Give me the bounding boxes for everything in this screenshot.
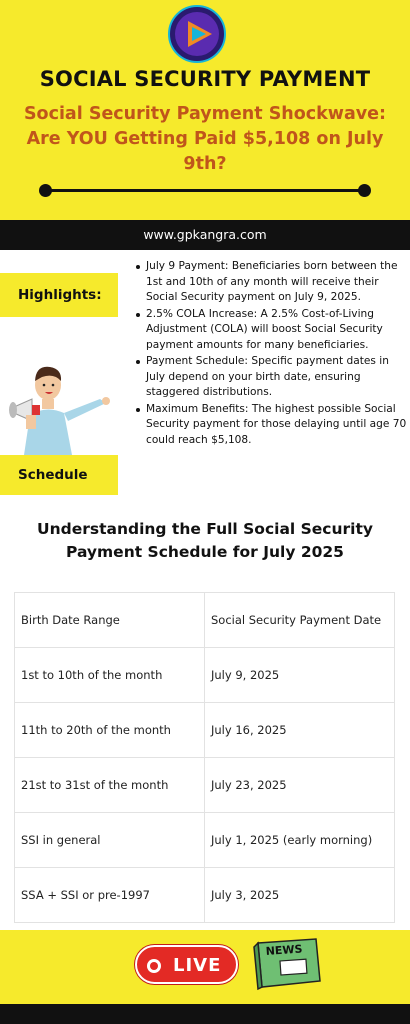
divider-dot-right xyxy=(358,184,371,197)
list-item: July 9 Payment: Beneficiaries born between the 1st and 10th of any month will receive their Social Security payment on July 9, 2025. xyxy=(136,259,408,306)
list-item: Maximum Benefits: The highest possible Social Security payment for those delaying until age 70 could reach $5,108. xyxy=(136,402,408,449)
table-header-cell: Social Security Payment Date xyxy=(205,593,395,648)
table-row xyxy=(15,758,395,813)
site-url[interactable]: www.gpkangra.com xyxy=(0,220,410,250)
table-cell: 21st to 31st of the month xyxy=(15,758,205,813)
highlights-list xyxy=(136,259,408,449)
payment-schedule-table xyxy=(14,592,395,923)
highlights-label: Highlights: xyxy=(0,273,118,317)
table-header-row xyxy=(15,593,395,648)
live-badge xyxy=(135,945,238,984)
table-row xyxy=(15,648,395,703)
table-row xyxy=(15,703,395,758)
megaphone-icon xyxy=(2,355,118,455)
list-item: Payment Schedule: Specific payment dates in July depend on your birth date, ensuring staggered distributions. xyxy=(136,354,408,401)
table-cell: July 9, 2025 xyxy=(205,648,395,703)
play-logo-icon xyxy=(168,5,226,63)
page-subtitle: Social Security Payment Shockwave: Are YOU Getting Paid $5,108 on July 9th? xyxy=(23,104,387,174)
live-label: LIVE xyxy=(173,955,222,976)
page-title: SOCIAL SECURITY PAYMENT xyxy=(39,67,371,91)
table-cell: July 23, 2025 xyxy=(205,758,395,813)
table-cell: SSA + SSI or pre-1997 xyxy=(15,868,205,923)
table-row xyxy=(15,868,395,923)
table-cell: 11th to 20th of the month xyxy=(15,703,205,758)
news-label: NEWS xyxy=(265,942,303,958)
divider xyxy=(45,189,365,192)
table-cell: 1st to 10th of the month xyxy=(15,648,205,703)
live-dot-icon xyxy=(147,959,161,973)
table-header-cell: Birth Date Range xyxy=(15,593,205,648)
header-banner xyxy=(0,0,410,220)
footer-bar xyxy=(0,1004,410,1024)
newspaper-icon xyxy=(250,935,322,991)
table-row xyxy=(15,813,395,868)
section-title: Understanding the Full Social Security Payment Schedule for July 2025 xyxy=(36,520,373,561)
table-cell: July 3, 2025 xyxy=(205,868,395,923)
table-cell: July 16, 2025 xyxy=(205,703,395,758)
schedule-label: Schedule xyxy=(0,455,118,495)
table-cell: July 1, 2025 (early morning) xyxy=(205,813,395,868)
table-cell: SSI in general xyxy=(15,813,205,868)
list-item: 2.5% COLA Increase: A 2.5% Cost-of-Living Adjustment (COLA) will boost Social Security payment amounts for many beneficiaries. xyxy=(136,307,408,354)
divider-dot-left xyxy=(39,184,52,197)
